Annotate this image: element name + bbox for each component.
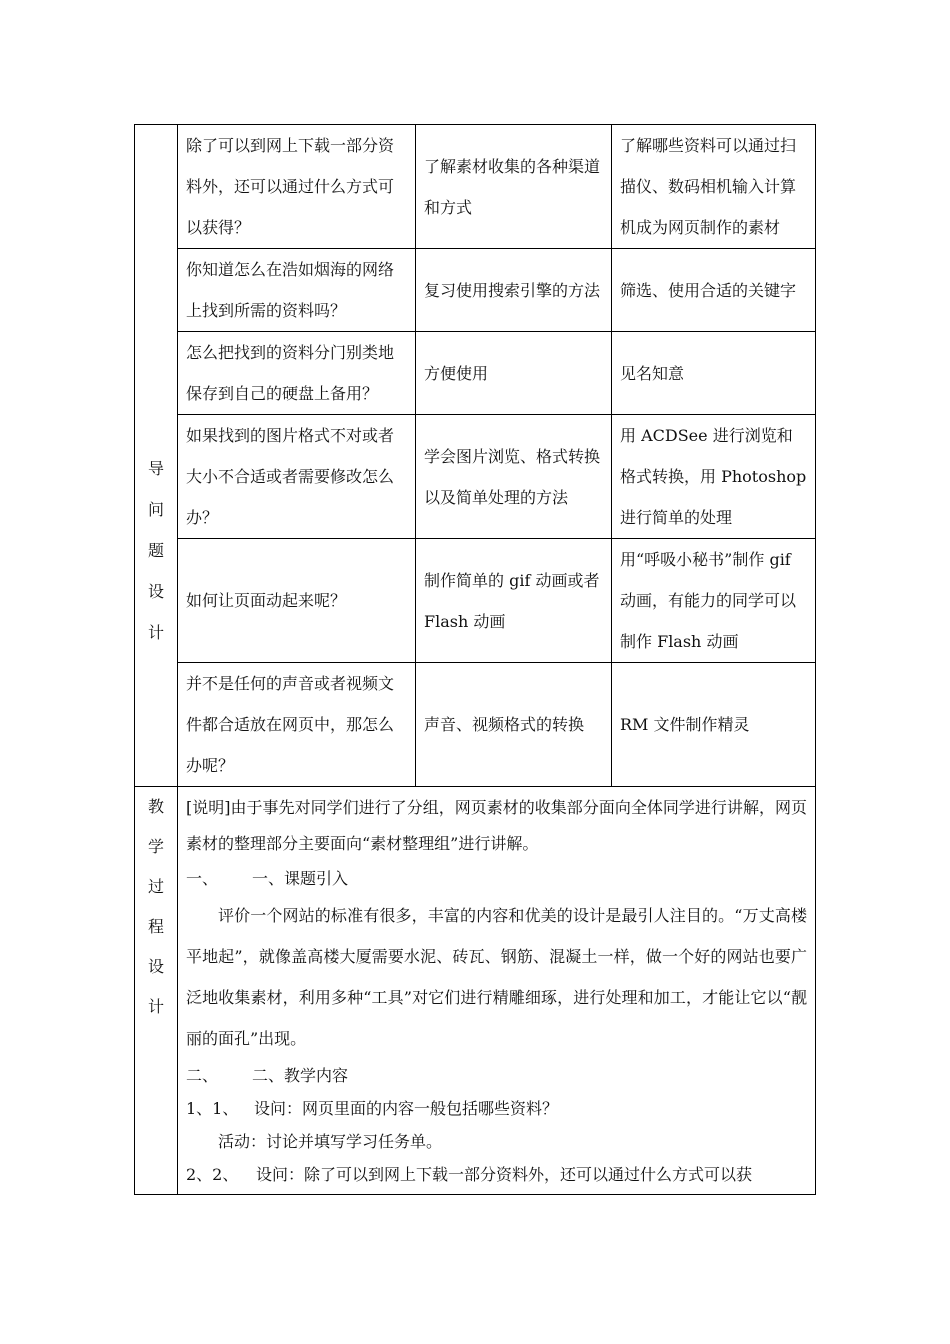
guide-row-6: [135, 663, 816, 787]
label-char: 教: [147, 797, 164, 816]
process-row: [135, 787, 816, 1195]
section-heading: [186, 862, 807, 895]
list-number: 2、2、: [186, 1165, 239, 1184]
label-char: 设: [147, 957, 164, 976]
label-char: 程: [147, 917, 164, 936]
question-cell: 如何让页面动起来呢？: [178, 539, 416, 663]
section-heading: [186, 1059, 807, 1092]
method-cell: RM 文件制作精灵: [612, 663, 816, 787]
heading-text: 二、教学内容: [252, 1066, 349, 1085]
explanation-note: [说明]由于事先对同学们进行了分组，网页素材的收集部分面向全体同学进行讲解，网页素材的整理部分主要面向“素材整理组”进行讲解。: [186, 798, 807, 853]
label-char: 问: [147, 500, 164, 519]
question-cell: 怎么把找到的资料分门别类地保存到自己的硬盘上备用？: [178, 332, 416, 415]
label-char: 学: [147, 837, 164, 856]
method-cell: 了解哪些资料可以通过扫描仪、数码相机输入计算机成为网页制作的素材: [612, 125, 816, 249]
item-text: 设问：网页里面的内容一般包括哪些资料？: [254, 1099, 559, 1118]
goal-cell: 复习使用搜索引擎的方法: [416, 249, 612, 332]
label-char: 计: [147, 623, 164, 642]
guide-row-3: [135, 332, 816, 415]
guide-row-4: [135, 415, 816, 539]
method-cell: 见名知意: [612, 332, 816, 415]
heading-text: 一、课题引入: [252, 869, 349, 888]
question-cell: 并不是任何的声音或者视频文件都合适放在网页中，那怎么办呢？: [178, 663, 416, 787]
label-char: 题: [147, 541, 164, 560]
method-cell: 筛选、使用合适的关键字: [612, 249, 816, 332]
method-cell: 用 ACDSee 进行浏览和格式转换，用 Photoshop 进行简单的处理: [612, 415, 816, 539]
goal-cell: 学会图片浏览、格式转换以及简单处理的方法: [416, 415, 612, 539]
item-text: 设问：除了可以到网上下载一部分资料外，还可以通过什么方式可以获: [256, 1165, 753, 1184]
process-content: [178, 787, 816, 1195]
list-number: 一、: [186, 869, 219, 888]
list-item: [186, 1092, 807, 1125]
activity-text: 活动：讨论并填写学习任务单。: [218, 1132, 443, 1151]
list-number: 1、1、: [186, 1099, 239, 1118]
method-cell: 用“呼吸小秘书”制作 gif 动画，有能力的同学可以制作 Flash 动画: [612, 539, 816, 663]
intro-paragraph: 评价一个网站的标准有很多，丰富的内容和优美的设计是最引人注目的。“万丈高楼平地起”，就像盖高楼大厦需要水泥、砖瓦、钢筋、混凝土一样，做一个好的网站也要广泛地收集素材，利用多种“工具”对它们进行精雕细琢，进行处理和加工，才能让它以“靓丽的面孔”出现。: [186, 906, 807, 1048]
guide-row-2: [135, 249, 816, 332]
list-item: [186, 1158, 807, 1191]
label-char: 导: [147, 459, 164, 478]
goal-cell: 方便使用: [416, 332, 612, 415]
lesson-plan-table: [134, 124, 816, 1195]
guide-section-label: [135, 125, 178, 787]
question-cell: 除了可以到网上下载一部分资料外，还可以通过什么方式可以获得？: [178, 125, 416, 249]
label-char: 设: [147, 582, 164, 601]
label-char: 计: [147, 997, 164, 1016]
goal-cell: 制作简单的 gif 动画或者 Flash 动画: [416, 539, 612, 663]
guide-row-5: [135, 539, 816, 663]
question-cell: 如果找到的图片格式不对或者大小不合适或者需要修改怎么办？: [178, 415, 416, 539]
label-char: 过: [147, 877, 164, 896]
process-section-label: [135, 787, 178, 1195]
question-cell: 你知道怎么在浩如烟海的网络上找到所需的资料吗？: [178, 249, 416, 332]
guide-row-1: [135, 125, 816, 249]
goal-cell: 声音、视频格式的转换: [416, 663, 612, 787]
list-number: 二、: [186, 1066, 219, 1085]
goal-cell: 了解素材收集的各种渠道和方式: [416, 125, 612, 249]
